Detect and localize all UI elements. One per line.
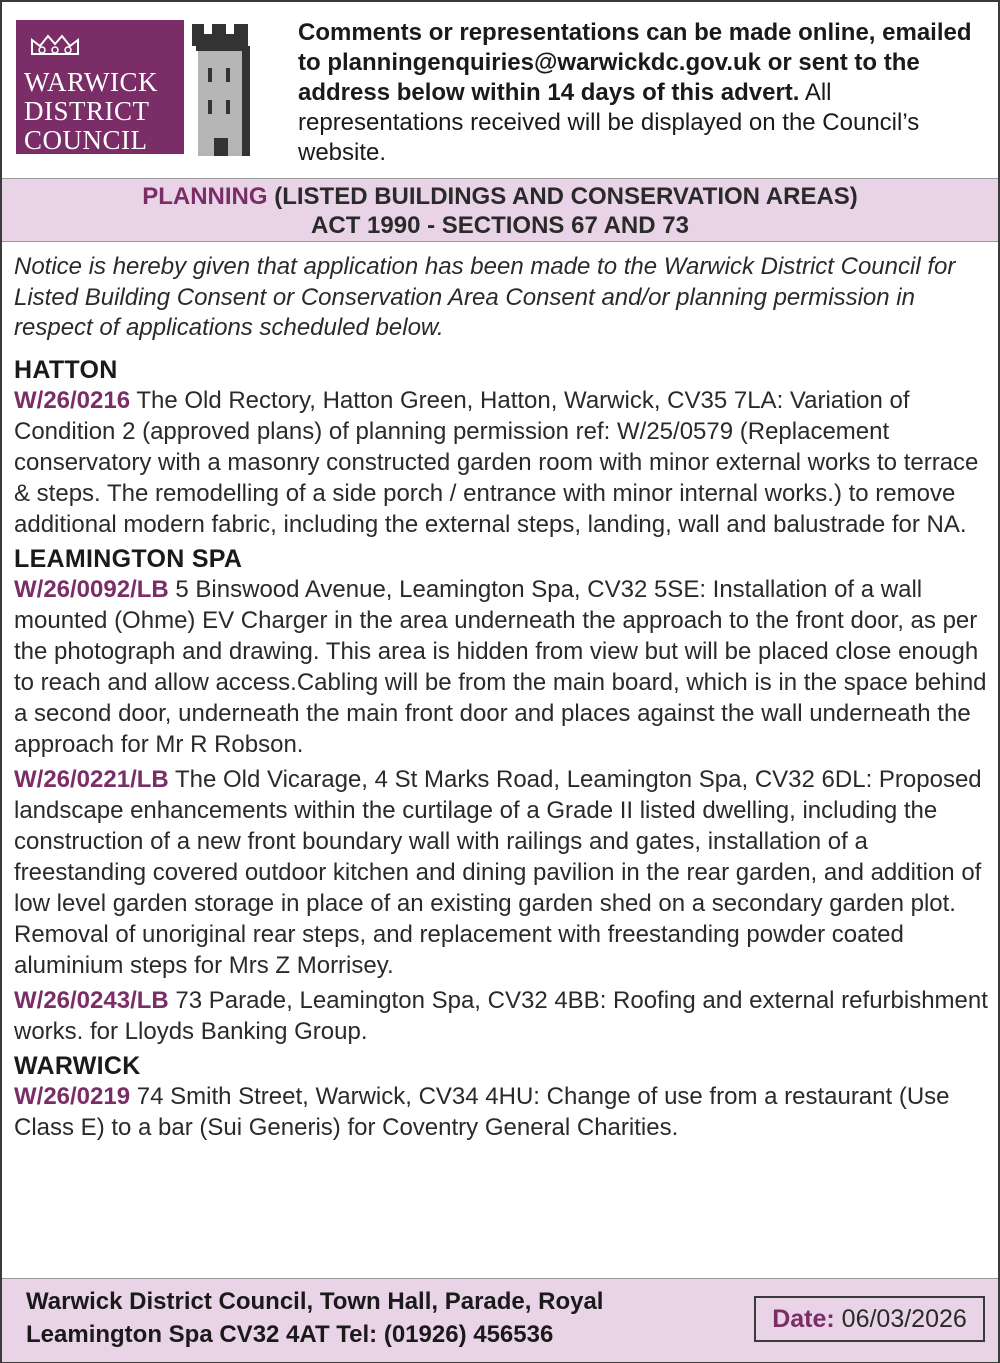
date-box — [754, 1296, 985, 1342]
application-item — [14, 985, 989, 1047]
applications-list — [14, 355, 989, 1147]
address-line-1: Warwick District Council, Town Hall, Parade, Royal — [26, 1288, 604, 1315]
application-desc: 73 Parade, Leamington Spa, CV32 4BB: Roofing and external refurbishment works. for Lloyds Banking Group. — [14, 987, 988, 1045]
logo-panel — [16, 20, 184, 154]
crown-icon — [28, 32, 82, 58]
address-line-2: Leamington Spa CV32 4AT Tel: (01926) 456536 — [26, 1321, 554, 1348]
logo-wordmark — [24, 68, 158, 155]
title-accent: PLANNING — [142, 183, 268, 210]
council-logo — [16, 20, 254, 156]
intro-rest: All representations received will be displayed on the Council’s website. — [298, 79, 920, 166]
application-item — [14, 764, 989, 981]
castle-tower-icon — [186, 20, 256, 156]
council-address — [26, 1285, 603, 1351]
date-label: Date: — [772, 1305, 835, 1333]
comments-intro — [298, 18, 988, 168]
logo-line: DISTRICT — [24, 96, 150, 126]
application-desc: The Old Vicarage, 4 St Marks Road, Leamington Spa, CV32 6DL: Proposed landscape enhancements within the curtilage of a Grade II listed dwelling, including the construction of a new front boundary wall with railings and gates, installation of a freestanding covered outdoor kitchen and dining pavilion in the rear garden, and addition of low level garden storage in place of an existing garden shed on a secondary garden plot. Removal of unoriginal rear steps, and replacement with freestanding powder coated aluminium steps for Mrs Z Morrisey. — [14, 766, 982, 979]
title-line-2: ACT 1990 - SECTIONS 67 AND 73 — [311, 212, 689, 239]
logo-line: COUNCIL — [24, 125, 148, 155]
application-desc: The Old Rectory, Hatton Green, Hatton, Warwick, CV35 7LA: Variation of Condition 2 (approved plans) of planning permission ref: W/25/0579 (Replacement conservatory with a masonry constructed garden room with minor external works to terrace & steps. The remodelling of a side porch / entrance with minor internal works.) to remove additional modern fabric, including the external steps, landing, wall and balustrade for NA. — [14, 387, 979, 538]
area-heading-hatton: HATTON — [14, 356, 118, 384]
notice-text: Notice is hereby given that application has been made to the Warwick District Council for Listed Building Consent or Conservation Area Consent and/or planning permission in respect of applications scheduled below. — [14, 253, 956, 341]
logo-line: WARWICK — [24, 67, 158, 97]
application-item — [14, 574, 989, 760]
application-ref: W/26/0216 — [14, 387, 131, 414]
date-value: 06/03/2026 — [834, 1305, 967, 1333]
title-band — [2, 178, 998, 242]
area-heading-warwick: WARWICK — [14, 1052, 141, 1080]
intro-bold: Comments or representations can be made online, emailed to planningenquiries@warwickdc.gov.uk or sent to the address below within 14 days of this advert. — [298, 19, 972, 106]
area-heading-leamington-spa: LEAMINGTON SPA — [14, 545, 243, 573]
application-item — [14, 1081, 989, 1143]
application-ref: W/26/0219 — [14, 1083, 131, 1110]
title-line-1 — [2, 182, 998, 211]
application-item — [14, 385, 989, 540]
application-ref: W/26/0243/LB — [14, 987, 169, 1014]
title-line1-rest: (LISTED BUILDINGS AND CONSERVATION AREAS) — [267, 183, 858, 210]
application-desc: 74 Smith Street, Warwick, CV34 4HU: Change of use from a restaurant (Use Class E) to a bar (Sui Generis) for Coventry General Charities. — [14, 1083, 950, 1141]
application-ref: W/26/0221/LB — [14, 766, 169, 793]
footer-band — [2, 1278, 998, 1362]
application-desc: 5 Binswood Avenue, Leamington Spa, CV32 5SE: Installation of a wall mounted (Ohme) EV Charger in the area underneath the approach to the front door, as per the photograph and drawing. This area is hidden from view but will be placed close enough to reach and allow access.Cabling will be from the main board, which is in the space behind a second door, underneath the main front door and places against the wall underneath the approach for Mr R Robson. — [14, 576, 987, 758]
application-ref: W/26/0092/LB — [14, 576, 169, 603]
